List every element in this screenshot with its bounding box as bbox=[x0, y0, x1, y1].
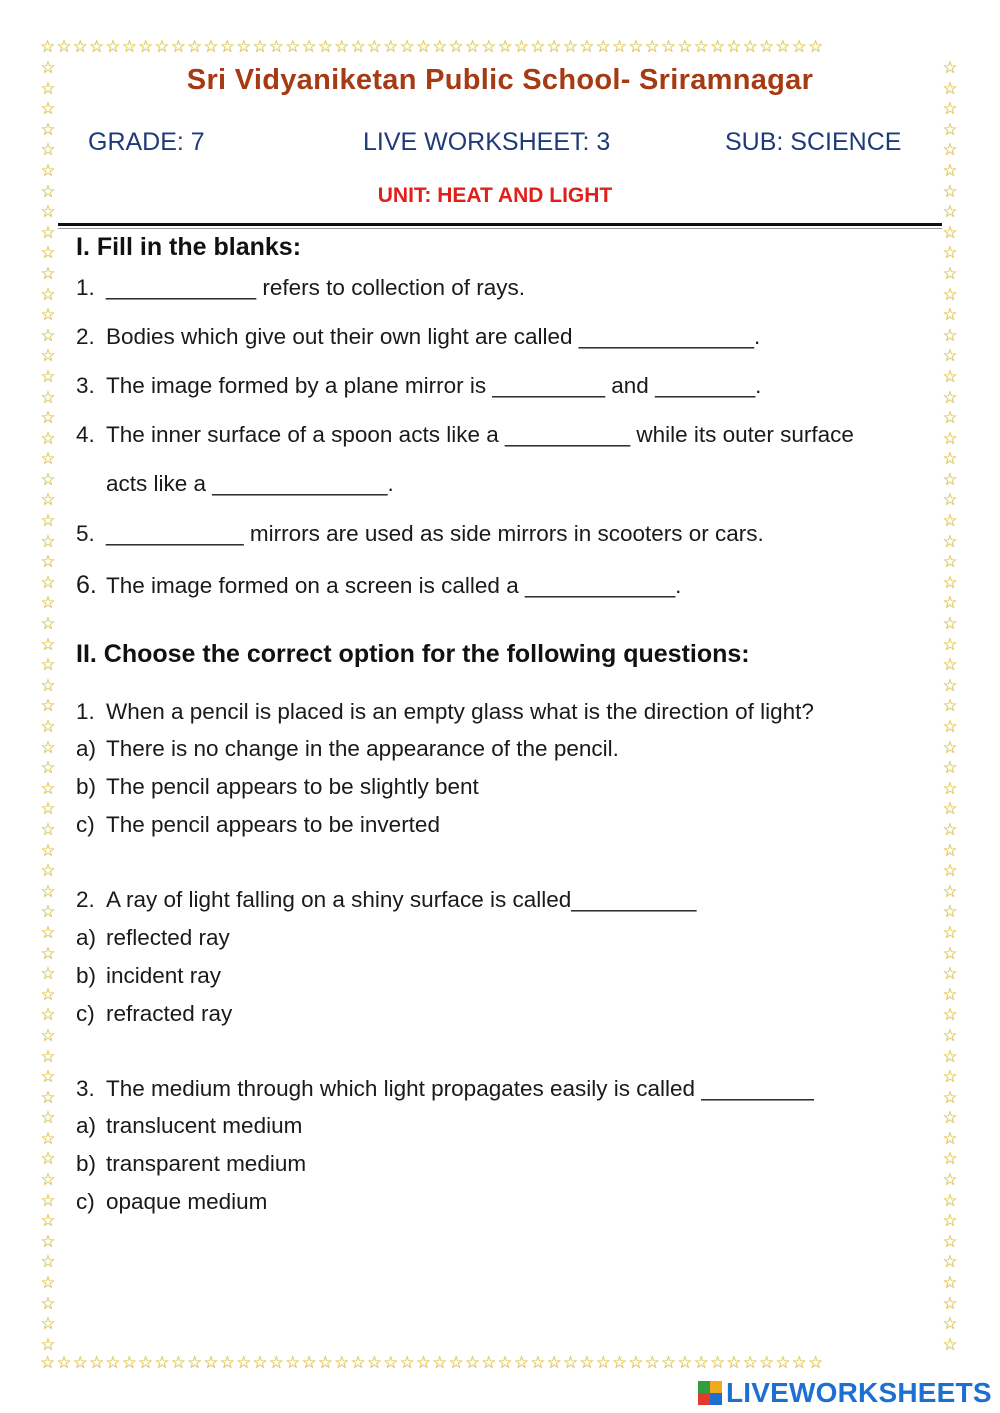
option-label: c) bbox=[76, 1001, 95, 1026]
question-text: A ray of light falling on a shiny surface is called__________ bbox=[106, 887, 697, 912]
school-title: Sri Vidyaniketan Public School- Sriramnagar bbox=[186, 64, 814, 96]
question-text: ____________ refers to collection of rays. bbox=[106, 275, 526, 300]
mcq-2-option-a bbox=[76, 925, 230, 951]
question-number: 3. bbox=[76, 373, 95, 398]
mcq-2-option-b bbox=[76, 963, 221, 989]
question-number: 1. bbox=[76, 699, 95, 724]
option-label: b) bbox=[76, 1151, 97, 1176]
option-text: refracted ray bbox=[106, 1001, 233, 1026]
star-border-right: ☆ ☆ ☆ ☆ ☆ ☆ ☆ ☆ ☆ ☆ ☆ ☆ ☆ ☆ ☆ ☆ ☆ ☆ ☆ ☆ ☆ ☆ ☆ ☆ ☆ ☆ ☆ ☆ ☆ ☆ ☆ ☆ ☆ ☆ ☆ ☆ ☆ ☆ ☆ ☆ ☆ ☆ ☆ ☆ ☆ ☆ ☆ ☆ ☆ ☆ ☆ ☆ ☆ ☆ ☆ ☆ ☆ ☆ ☆ ☆ ☆ ☆ ☆ bbox=[942, 58, 958, 1354]
unit-label: UNIT: HEAT AND LIGHT bbox=[377, 184, 613, 207]
section-mcq-title: II. Choose the correct option for the following questions: bbox=[76, 640, 750, 668]
question-text: The image formed by a plane mirror is _________ and ________. bbox=[106, 373, 762, 398]
question-text: When a pencil is placed is an empty glass what is the direction of light? bbox=[106, 699, 814, 724]
liveworksheets-logo[interactable] bbox=[698, 1376, 992, 1410]
question-text: The image formed on a screen is called a ____________. bbox=[106, 573, 682, 598]
option-text: incident ray bbox=[106, 963, 222, 988]
question-number: 6. bbox=[76, 571, 97, 599]
star-border-top: ☆☆☆☆☆☆☆☆☆☆☆☆☆☆☆☆☆☆☆☆☆☆☆☆☆☆☆☆☆☆☆☆☆☆☆☆☆☆☆☆☆☆☆☆☆☆☆☆ bbox=[40, 38, 825, 56]
liveworksheets-mark-icon bbox=[698, 1381, 722, 1405]
blank-question-5 bbox=[76, 521, 764, 547]
option-text: transparent medium bbox=[106, 1151, 307, 1176]
section-fill-blanks-title: I. Fill in the blanks: bbox=[76, 233, 302, 261]
mcq-1-option-b bbox=[76, 774, 479, 800]
question-number: 2. bbox=[76, 324, 95, 349]
blank-question-3 bbox=[76, 373, 761, 399]
mcq-question-1 bbox=[76, 699, 814, 725]
option-text: opaque medium bbox=[106, 1189, 268, 1214]
question-text: The inner surface of a spoon acts like a __________ while its outer surface bbox=[106, 422, 854, 447]
mcq-3-option-c bbox=[76, 1189, 267, 1215]
liveworksheets-wordmark: LIVEWORKSHEETS bbox=[726, 1377, 992, 1408]
mcq-question-2 bbox=[76, 887, 696, 913]
option-text: The pencil appears to be inverted bbox=[106, 812, 440, 837]
mcq-3-option-b bbox=[76, 1151, 306, 1177]
question-number: 3. bbox=[76, 1076, 95, 1101]
option-label: b) bbox=[76, 963, 97, 988]
option-label: c) bbox=[76, 1189, 95, 1214]
worksheet-label: LIVE WORKSHEET: 3 bbox=[363, 128, 611, 156]
mcq-2-option-c bbox=[76, 1001, 232, 1027]
question-text: ___________ mirrors are used as side mirrors in scooters or cars. bbox=[106, 521, 764, 546]
option-text: The pencil appears to be slightly bent bbox=[106, 774, 479, 799]
mcq-1-option-a bbox=[76, 736, 619, 762]
blank-question-2 bbox=[76, 324, 760, 350]
blank-question-4-continued: acts like a ______________. bbox=[106, 471, 394, 496]
question-number: 2. bbox=[76, 887, 95, 912]
blank-question-1 bbox=[76, 275, 525, 301]
subject-label: SUB: SCIENCE bbox=[725, 128, 902, 156]
header-divider-shadow bbox=[58, 228, 942, 229]
mcq-3-option-a bbox=[76, 1113, 302, 1139]
option-label: a) bbox=[76, 736, 97, 761]
option-text: reflected ray bbox=[106, 925, 230, 950]
option-label: a) bbox=[76, 1113, 97, 1138]
star-border-left: ☆ ☆ ☆ ☆ ☆ ☆ ☆ ☆ ☆ ☆ ☆ ☆ ☆ ☆ ☆ ☆ ☆ ☆ ☆ ☆ ☆ ☆ ☆ ☆ ☆ ☆ ☆ ☆ ☆ ☆ ☆ ☆ ☆ ☆ ☆ ☆ ☆ ☆ ☆ ☆ ☆ ☆ ☆ ☆ ☆ ☆ ☆ ☆ ☆ ☆ ☆ ☆ ☆ ☆ ☆ ☆ ☆ ☆ ☆ ☆ ☆ ☆ ☆ bbox=[40, 58, 56, 1354]
question-number: 1. bbox=[76, 275, 95, 300]
option-text: translucent medium bbox=[106, 1113, 303, 1138]
option-label: c) bbox=[76, 812, 95, 837]
blank-question-4 bbox=[76, 422, 854, 448]
mcq-question-3 bbox=[76, 1076, 814, 1102]
blank-question-6 bbox=[76, 571, 681, 600]
star-border-bottom: ☆☆☆☆☆☆☆☆☆☆☆☆☆☆☆☆☆☆☆☆☆☆☆☆☆☆☆☆☆☆☆☆☆☆☆☆☆☆☆☆☆☆☆☆☆☆☆☆ bbox=[40, 1354, 825, 1372]
question-text: Bodies which give out their own light are called ______________. bbox=[106, 324, 761, 349]
option-label: b) bbox=[76, 774, 97, 799]
question-number: 4. bbox=[76, 422, 95, 447]
option-text: There is no change in the appearance of the pencil. bbox=[106, 736, 619, 761]
option-label: a) bbox=[76, 925, 97, 950]
question-text: The medium through which light propagates easily is called _________ bbox=[106, 1076, 814, 1101]
grade-label: GRADE: 7 bbox=[88, 128, 205, 156]
mcq-1-option-c bbox=[76, 812, 440, 838]
question-number: 5. bbox=[76, 521, 95, 546]
header-divider bbox=[58, 223, 942, 226]
